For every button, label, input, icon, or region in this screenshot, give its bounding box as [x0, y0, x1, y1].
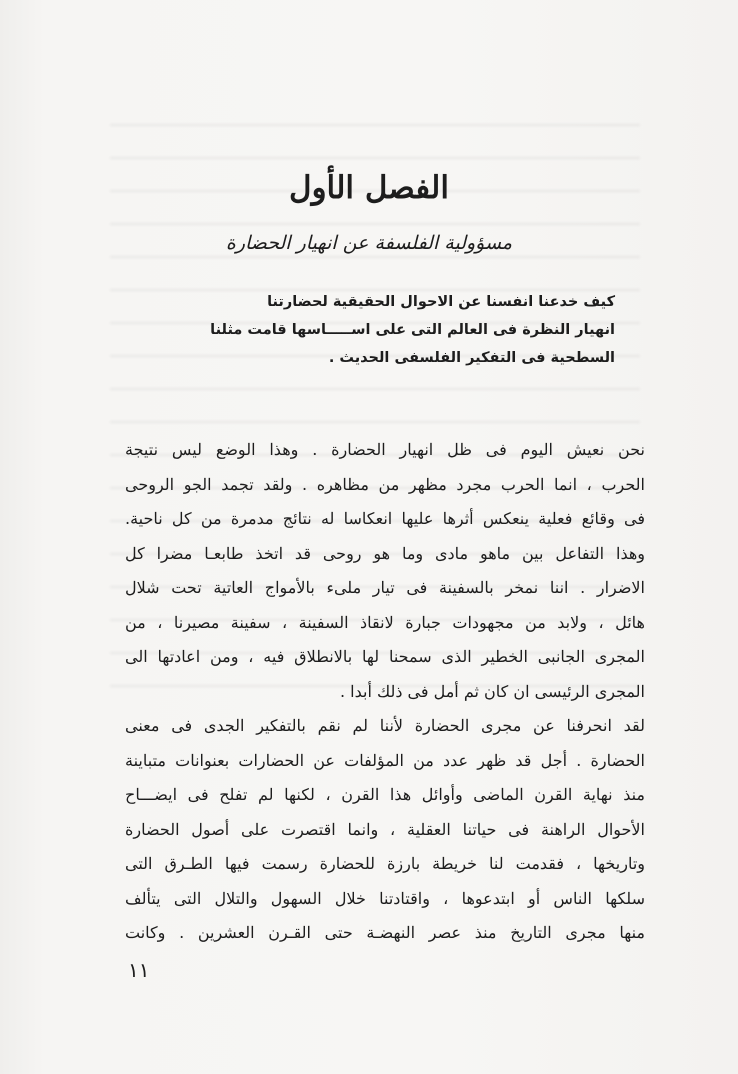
body-line: نحن نعيش اليوم فى ظل انهيار الحضارة . وهذا الوضع ليس نتيجة — [125, 440, 645, 459]
chapter-title: الفصل الأول — [289, 170, 449, 206]
body-line: الحضارة . أجل قد ظهر عدد من المؤلفات عن الحضارات بعنوانات متباينة — [125, 750, 645, 770]
body-line: المجرى الرئيسى ان كان ثم أمل فى ذلك أبدا . — [339, 681, 645, 701]
summary-line: كيف خدعنا انفسنا عن الاحوال الحقيقية لحضارتنا — [267, 294, 615, 310]
body-line: وتاريخها ، فقدمت لنا خريطة بارزة للحضارة رسمت فيها الطـرق التى — [125, 854, 645, 873]
chapter-summary — [135, 288, 615, 372]
body-line: هائل ، ولابد من مجهودات جبارة لانقاذ السفينة ، سفينة مصيرنا ، من — [125, 612, 645, 632]
body-line: منذ نهاية القرن الماضى وأوائل هذا القرن ، لكنها لم تفلح فى ايضـــاح — [125, 785, 645, 804]
body-line: الحرب ، انما الحرب مجرد مظهر من مظاهره . ولقد تجمد الجو الروحى — [125, 474, 645, 494]
body-line: لقد انحرفنا عن مجرى الحضارة لأننا لم نقم بالتفكير الجدى فى معنى — [125, 716, 645, 735]
body-line: منها مجرى التاريخ منذ عصر النهضـة حتى القـرن العشرين . وكانت — [125, 923, 645, 942]
body-line: سلكها الناس أو ابتدعوها ، واقتادتنا خلال السهول والتلال التى يتألف — [125, 888, 645, 908]
body-line: الاضرار . اننا نمخر بالسفينة فى تيار ملىء بالأمواج العاتية تحت شلال — [125, 578, 645, 597]
body-line: الأحوال الراهنة فى حياتنا العقلية ، وانما اقتصرت على أصول الحضارة — [125, 819, 645, 839]
body-line: وهذا التفاعل بين ماهو مادى وما هو روحى قد اتخذ طابعـا مضرا كل — [125, 543, 645, 563]
body-text — [125, 433, 645, 951]
body-line: فى وقائع فعلية ينعكس أثرها عليها انعكاسا له نتائج مدمرة من كل ناحية. — [125, 509, 645, 528]
page-number: ١١ — [128, 958, 150, 982]
summary-line: السطحية فى التفكير الفلسفى الحديث . — [328, 350, 615, 366]
chapter-subtitle: مسؤولية الفلسفة عن انهيار الحضارة — [225, 232, 513, 254]
summary-line: انهيار النظرة فى العالم التى على اســـــاسها قامت مثلنا — [210, 322, 615, 338]
body-line: المجرى الجانبى الخطير الذى سمحنا لها بالانطلاق فيه ، ومن اعادتها الى — [125, 647, 645, 666]
